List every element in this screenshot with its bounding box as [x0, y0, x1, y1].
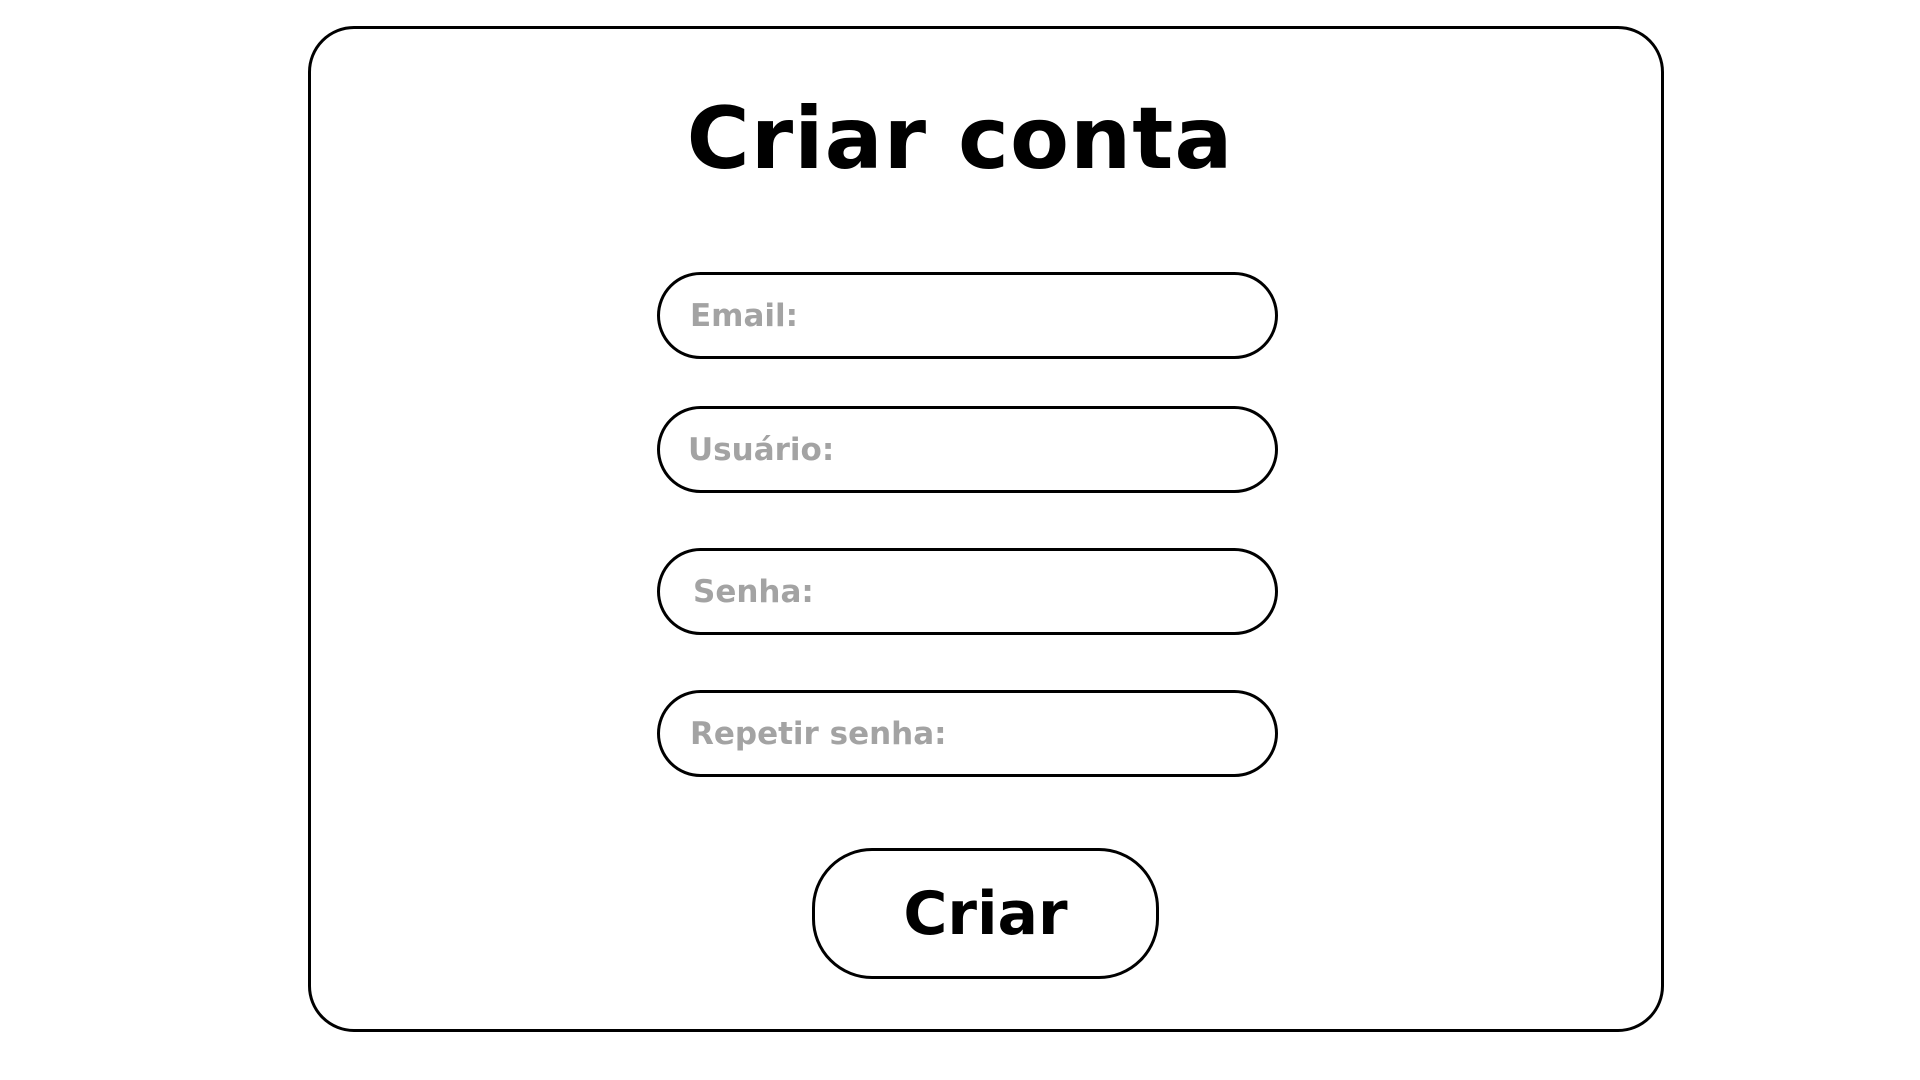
page-title: Criar conta [686, 89, 1234, 189]
password-input[interactable] [657, 548, 1278, 635]
username-input[interactable] [657, 406, 1278, 493]
create-button[interactable]: Criar [812, 848, 1159, 979]
email-input[interactable] [657, 272, 1278, 359]
repeat-password-input[interactable] [657, 690, 1278, 777]
